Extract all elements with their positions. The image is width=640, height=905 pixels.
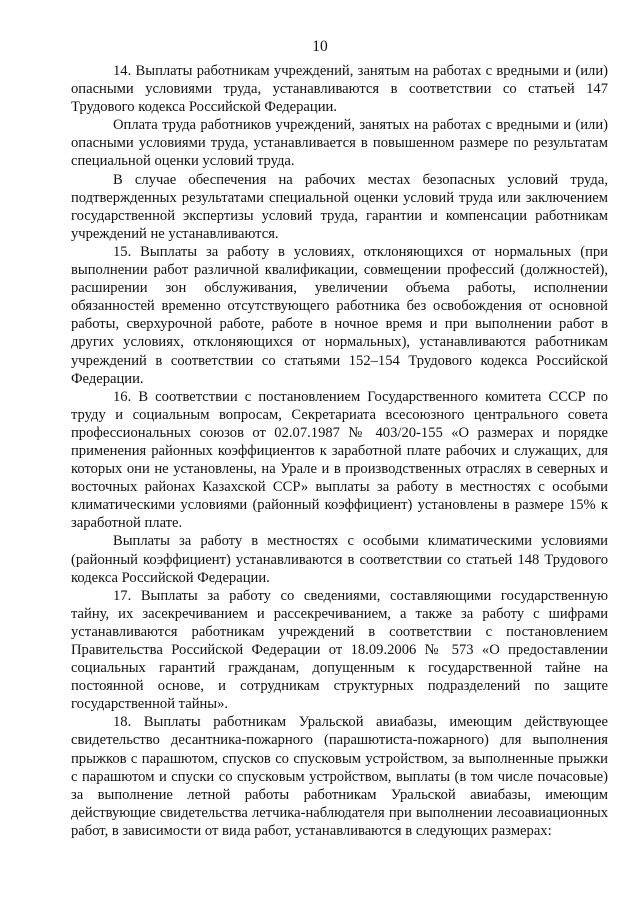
paragraph-14-safe-conditions: В случае обеспечения на рабочих местах безопасных условий труда, подтвержденных результатами специальной оценки условий труда или заключением государственной экспертизы условий труда, гарантии и компенсации работникам учреждений не устанавливаются.	[71, 171, 608, 242]
paragraph-14-wage-hazard: Оплата труда работников учреждений, занятых на работах с вредными и (или) опасными условиями труда, устанавливается в повышенном размере по результатам специальной оценки условий труда.	[71, 117, 608, 170]
page-number: 10	[312, 38, 328, 55]
paragraph-16-regional-coefficient: Выплаты за работу в местностях с особыми климатическими условиями (районный коэффициент) устанавливаются в соответствии со статьей 148 Трудового кодекса Российской Федерации.	[71, 533, 608, 586]
paragraph-16: 16. В соответствии с постановлением Государственного комитета СССР по труду и социальным вопросам, Секретариата всесоюзного центрального совета профессиональных союзов от 02.07.1987 № 403/20-155 «О размерах и порядке применения районных коэффициентов к заработной плате рабочих и служащих, для которых они не установлены, на Урале и в производственных отраслях в северных и восточных районах Казахской ССР» выплаты за работу в местностях с особыми климатическими условиями (районный коэффициент) установлены в размере 15% к заработной плате.	[71, 388, 608, 532]
paragraph-15: 15. Выплаты за работу в условиях, отклоняющихся от нормальных (при выполнении работ различной квалификации, совмещении профессий (должностей), расширении зон обслуживания, увеличении объема работы, исполнении обязанностей временно отсутствующего работника без освобождения от основной работы, сверхурочной работе, работе в ночное время и при выполнении работ в других условиях, отклоняющихся от нормальных), устанавливаются работникам учреждений в соответствии со статьями 152–154 Трудового кодекса Российской Федерации.	[71, 243, 608, 387]
document-body	[71, 62, 608, 840]
paragraph-14: 14. Выплаты работникам учреждений, занятым на работах с вредными и (или) опасными условиями труда, устанавливаются в соответствии со статьей 147 Трудового кодекса Российской Федерации.	[71, 63, 608, 116]
paragraph-18: 18. Выплаты работникам Уральской авиабазы, имеющим действующее свидетельство десантника-пожарного (парашютиста-пожарного) для выполнения прыжков с парашютом, спусков со спусковым устройством, за выполненные прыжки с парашютом и спуски со спусковым устройством, выплаты (в том числе почасовые) за выполнение летной работы работникам Уральской авиабазы, имеющим действующие свидетельства летчика-наблюдателя при выполнении лесоавиационных работ, в зависимости от вида работ, устанавливаются в следующих размерах:	[71, 714, 608, 839]
paragraph-17: 17. Выплаты за работу со сведениями, составляющими государственную тайну, их засекречиванием и рассекречиванием, а также за работу с шифрами устанавливаются работникам учреждений в соответствии с постановлением Правительства Российской Федерации от 18.09.2006 № 573 «О предоставлении социальных гарантий гражданам, допущенным к государственной тайне на постоянной основе, и сотрудникам структурных подразделений по защите государственной тайны».	[71, 587, 608, 713]
